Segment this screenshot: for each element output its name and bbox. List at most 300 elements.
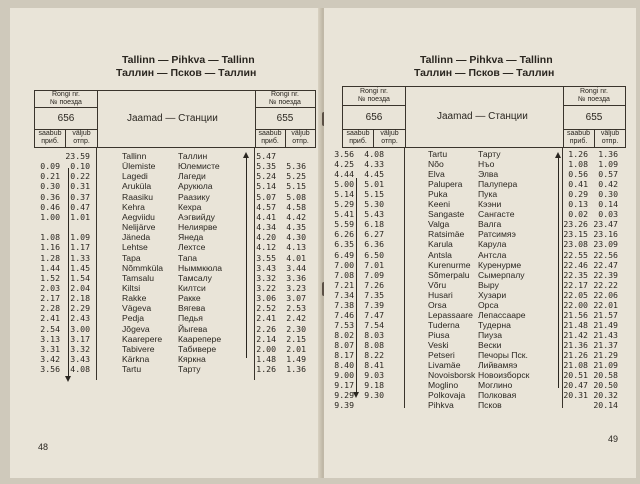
station-name-russian: Юлемисте: [178, 161, 220, 172]
station-name-russian: Пука: [478, 189, 498, 200]
station-name-russian: Псков: [478, 400, 502, 411]
train-label-ru: № поезда: [269, 99, 301, 106]
station-name-estonian: Karula: [428, 239, 453, 250]
station-name-estonian: Puka: [428, 189, 448, 200]
down-departure-time: 4.33: [364, 159, 384, 170]
down-arrival-time: 8.40: [334, 360, 354, 371]
timetable-row: [10, 254, 320, 264]
station-name-russian: Тудерна: [478, 319, 511, 330]
station-name-estonian: Tallinn: [122, 151, 147, 161]
up-arrival-time: 0.13: [568, 199, 588, 210]
down-arrival-time: 0.36: [40, 191, 60, 202]
station-name-estonian: Ülemiste: [122, 161, 156, 172]
up-departure-time: 3.44: [286, 262, 306, 273]
up-departure-time: 1.09: [598, 159, 618, 170]
down-departure-time: 6.18: [364, 219, 384, 230]
up-arrival-time: 22.35: [563, 269, 588, 280]
up-arrival-time: 2.52: [256, 303, 276, 314]
down-arrival-time: 4.44: [334, 169, 354, 180]
station-name-russian: Кехра: [178, 201, 202, 212]
station-name-russian: Таллин: [178, 151, 208, 161]
down-arrival-time: 8.02: [334, 329, 354, 340]
up-departure-time: 5.36: [286, 161, 306, 172]
up-arrival-time: 3.06: [256, 293, 276, 304]
up-departure-time: 2.30: [286, 323, 306, 334]
arr-label-ru: приб.: [349, 138, 367, 145]
right-table-header: [342, 86, 626, 148]
up-departure-time: 23.16: [593, 229, 618, 240]
down-departure-time: 5.43: [364, 209, 384, 220]
station-name-russian: Табивере: [178, 343, 217, 354]
up-departure-time: 4.13: [286, 242, 306, 253]
station-name-russian: Раазику: [178, 191, 210, 202]
timetable-row: [10, 325, 320, 335]
up-arrival-time: 4.20: [256, 232, 276, 243]
up-departure-time: 22.56: [593, 249, 618, 260]
down-departure-time: 5.15: [364, 189, 384, 200]
up-departure-time: 2.53: [286, 303, 306, 314]
arr-label: saabub: [346, 130, 370, 137]
down-departure-time: 3.43: [70, 354, 90, 364]
timetable-row: [324, 240, 634, 250]
down-arrival-time: 5.00: [334, 179, 354, 190]
dep-label-ru: отпр.: [601, 138, 619, 145]
down-departure-time: 9.03: [364, 370, 384, 381]
down-departure-time: 9.30: [364, 390, 384, 401]
station-name-estonian: Pihkva: [428, 400, 454, 411]
down-departure-time: 2.04: [70, 282, 90, 293]
left-page: [10, 8, 322, 478]
station-name-russian: Йыгева: [178, 323, 208, 334]
up-arrival-time: 20.31: [563, 390, 588, 401]
timetable-row: [10, 314, 320, 324]
up-arrival-time: 3.43: [256, 262, 276, 273]
station-name-estonian: Husari: [428, 289, 453, 300]
up-departure-time: 1.36: [286, 364, 306, 375]
station-name-russian: Лехтсе: [178, 242, 206, 253]
up-departure-time: 0.30: [598, 189, 618, 200]
up-arrival-time: 23.08: [563, 239, 588, 250]
up-departure-time: 3.36: [286, 272, 306, 283]
up-arrival-time: 21.48: [563, 319, 588, 330]
timetable-row: [10, 365, 320, 375]
station-name-russian: Ратсимяэ: [478, 229, 516, 240]
station-name-estonian: Novoisborsk: [428, 370, 476, 381]
down-arrival-time: 7.21: [334, 279, 354, 290]
station-name-russian: Тапа: [178, 252, 198, 263]
station-name-estonian: Kurenurme: [428, 259, 471, 270]
down-departure-time: 0.31: [70, 181, 90, 192]
up-departure-time: 20.50: [593, 380, 618, 391]
up-departure-time: 21.09: [593, 360, 618, 371]
down-departure-time: 3.32: [70, 343, 90, 354]
up-departure-time: 1.49: [286, 354, 306, 364]
down-arrival-time: 1.28: [40, 252, 60, 263]
timetable-row: [324, 271, 634, 281]
down-arrival-time: 7.53: [334, 319, 354, 330]
up-arrival-time: 4.12: [256, 242, 276, 253]
down-arrival-time: 3.56: [334, 149, 354, 159]
station-name-russian: Сангасте: [478, 209, 515, 220]
station-name-russian: Валга: [478, 219, 502, 230]
down-departure-time: 0.37: [70, 191, 90, 202]
up-departure-time: 3.07: [286, 293, 306, 304]
station-name-estonian: Jäneda: [122, 232, 151, 243]
up-departure-time: 0.03: [598, 209, 618, 220]
station-name-estonian: Petseri: [428, 350, 455, 360]
station-name-estonian: Pedja: [122, 313, 144, 324]
left-title-latin: Tallinn — Pihkva — Tallinn: [122, 54, 255, 66]
direction-down-arrow-icon: [65, 376, 71, 382]
down-arrival-time: 8.17: [334, 350, 354, 360]
station-name-russian: Печоры Пск.: [478, 350, 528, 360]
station-name-estonian: Keeni: [428, 199, 450, 210]
station-name-russian: Моглино: [478, 380, 513, 391]
station-name-russian: Орса: [478, 299, 499, 310]
down-departure-time: 0.10: [70, 161, 90, 172]
up-departure-time: 20.32: [593, 390, 618, 401]
up-arrival-time: 21.26: [563, 350, 588, 360]
down-arrival-time: 2.28: [40, 303, 60, 314]
train-number-up: 655: [276, 113, 294, 124]
up-arrival-time: 21.56: [563, 309, 588, 320]
down-arrival-time: 2.54: [40, 323, 60, 334]
left-table-header: [34, 90, 316, 148]
down-departure-time: 2.43: [70, 313, 90, 324]
station-name-estonian: Kärkna: [122, 354, 150, 364]
down-departure-time: 7.09: [364, 269, 384, 280]
down-departure-time: 3.17: [70, 333, 90, 344]
station-name-russian: Янеда: [178, 232, 204, 243]
left-title-cyrillic: Таллин — Псков — Таллин: [116, 67, 257, 79]
up-arrival-time: 4.41: [256, 211, 276, 222]
up-departure-time: 21.29: [593, 350, 618, 360]
up-departure-time: 23.47: [593, 219, 618, 230]
timetable-row: [10, 182, 320, 192]
station-name-estonian: Palupera: [428, 179, 463, 190]
down-departure-time: 1.17: [70, 242, 90, 253]
down-departure-time: 7.54: [364, 319, 384, 330]
down-arrival-time: 7.46: [334, 309, 354, 320]
down-arrival-time: 7.08: [334, 269, 354, 280]
up-arrival-time: 0.41: [568, 179, 588, 190]
page-number: 48: [38, 442, 49, 452]
up-departure-time: 22.39: [593, 269, 618, 280]
station-name-russian: Выру: [478, 279, 499, 290]
up-arrival-time: 2.41: [256, 313, 276, 324]
station-name-estonian: Lagedi: [122, 171, 148, 182]
up-arrival-time: 20.51: [563, 370, 588, 381]
down-departure-time: 7.35: [364, 289, 384, 300]
up-arrival-time: 4.57: [256, 201, 276, 212]
up-arrival-time: 22.00: [563, 299, 588, 310]
down-arrival-time: 7.38: [334, 299, 354, 310]
dep-label: väljub: [291, 130, 310, 137]
station-name-estonian: Nelijärve: [122, 222, 156, 233]
down-departure-time: 5.30: [364, 199, 384, 210]
down-departure-time: 4.08: [70, 364, 90, 375]
station-name-estonian: Kehra: [122, 201, 145, 212]
down-arrival-time: 3.13: [40, 333, 60, 344]
down-arrival-time: 0.21: [40, 171, 60, 182]
up-arrival-time: 0.29: [568, 189, 588, 200]
up-arrival-time: 3.22: [256, 282, 276, 293]
up-departure-time: 0.57: [598, 169, 618, 180]
up-arrival-time: 23.26: [563, 219, 588, 230]
up-departure-time: 21.57: [593, 309, 618, 320]
station-name-russian: Аэгвийду: [178, 211, 215, 222]
arr-label: saabub: [38, 130, 62, 137]
timetable-row: [324, 251, 634, 261]
up-departure-time: 5.25: [286, 171, 306, 182]
up-departure-time: 20.14: [593, 400, 618, 411]
up-departure-time: 0.14: [598, 199, 618, 210]
up-departure-time: 4.35: [286, 222, 306, 233]
station-name-estonian: Tartu: [428, 149, 448, 159]
arr-label-ru: приб.: [569, 138, 588, 145]
station-name-estonian: Võru: [428, 279, 447, 290]
up-arrival-time: 1.26: [568, 149, 588, 159]
up-arrival-time: 23.15: [563, 229, 588, 240]
down-arrival-time: 4.25: [334, 159, 354, 170]
down-departure-time: 4.45: [364, 169, 384, 180]
train-label: Rongi nr.: [359, 88, 389, 95]
station-name-russian: Нъо: [478, 159, 495, 170]
station-name-estonian: Lepassaare: [428, 309, 473, 320]
down-arrival-time: 5.41: [334, 209, 354, 220]
dep-label-ru: отпр.: [292, 138, 309, 145]
down-arrival-time: 3.31: [40, 343, 60, 354]
station-name-estonian: Piusa: [428, 329, 450, 340]
down-departure-time: 3.00: [70, 323, 90, 334]
up-arrival-time: 22.17: [563, 279, 588, 290]
up-arrival-time: 2.26: [256, 323, 276, 334]
station-name-russian: Нелиярве: [178, 222, 218, 233]
down-departure-time: 23.59: [65, 151, 90, 161]
down-departure-time: 7.26: [364, 279, 384, 290]
right-title-cyrillic: Таллин — Псков — Таллин: [414, 67, 555, 79]
down-departure-time: 4.08: [364, 149, 384, 159]
down-arrival-time: 2.41: [40, 313, 60, 324]
stations-label: Jaamad — Станции: [127, 113, 218, 124]
down-arrival-time: 8.07: [334, 339, 354, 350]
down-departure-time: 2.29: [70, 303, 90, 314]
station-name-russian: Вягева: [178, 303, 206, 314]
up-arrival-time: 4.34: [256, 222, 276, 233]
up-arrival-time: 1.48: [256, 354, 276, 364]
up-arrival-time: 21.36: [563, 339, 588, 350]
up-departure-time: 21.49: [593, 319, 618, 330]
down-arrival-time: 1.16: [40, 242, 60, 253]
down-arrival-time: 9.17: [334, 380, 354, 391]
station-name-estonian: Tabivere: [122, 343, 155, 354]
down-arrival-time: 2.17: [40, 293, 60, 304]
station-name-estonian: Sangaste: [428, 209, 465, 220]
train-number-up: 655: [585, 112, 603, 123]
down-departure-time: 0.22: [70, 171, 90, 182]
down-arrival-time: 6.26: [334, 229, 354, 240]
down-departure-time: 7.01: [364, 259, 384, 270]
down-arrival-time: 0.09: [40, 161, 60, 172]
station-name-russian: Пиуза: [478, 329, 502, 340]
down-arrival-time: 1.44: [40, 262, 60, 273]
up-departure-time: 22.47: [593, 259, 618, 270]
up-arrival-time: 1.08: [568, 159, 588, 170]
station-name-estonian: Polkovaja: [428, 390, 466, 401]
station-name-russian: Ныммкюла: [178, 262, 223, 273]
down-departure-time: 6.36: [364, 239, 384, 250]
up-departure-time: 20.58: [593, 370, 618, 381]
station-name-estonian: Aruküla: [122, 181, 152, 192]
right-title-latin: Tallinn — Pihkva — Tallinn: [420, 54, 553, 66]
station-name-russian: Куренурме: [478, 259, 522, 270]
up-departure-time: 21.43: [593, 329, 618, 340]
station-name-estonian: Kaarepere: [122, 333, 163, 344]
up-departure-time: 22.06: [593, 289, 618, 300]
down-arrival-time: 7.00: [334, 259, 354, 270]
down-arrival-time: 6.35: [334, 239, 354, 250]
down-arrival-time: 2.03: [40, 282, 60, 293]
station-name-russian: Элва: [478, 169, 499, 180]
up-arrival-time: 2.14: [256, 333, 276, 344]
station-name-estonian: Tapa: [122, 252, 141, 263]
down-departure-time: 7.39: [364, 299, 384, 310]
dep-label-ru: отпр.: [73, 138, 90, 145]
train-label: Rongi nr.: [270, 91, 300, 98]
station-name-russian: Тарту: [478, 149, 501, 159]
station-name-estonian: Tamsalu: [122, 272, 154, 283]
up-departure-time: 0.42: [598, 179, 618, 190]
train-number-down: 656: [57, 113, 75, 124]
station-name-russian: Ракке: [178, 293, 201, 304]
station-name-estonian: Raasiku: [122, 191, 154, 202]
down-departure-time: 1.33: [70, 252, 90, 263]
station-name-russian: Новоизборск: [478, 370, 530, 381]
timetable-row: [324, 401, 634, 411]
down-arrival-time: 5.14: [334, 189, 354, 200]
up-departure-time: 1.36: [598, 149, 618, 159]
arr-label: saabub: [258, 130, 282, 137]
up-arrival-time: 2.00: [256, 343, 276, 354]
train-label-ru: № поезда: [50, 99, 82, 106]
station-name-estonian: Rakke: [122, 293, 147, 304]
up-arrival-time: 3.55: [256, 252, 276, 263]
stations-label: Jaamad — Станции: [437, 111, 528, 122]
down-arrival-time: 0.46: [40, 201, 60, 212]
station-name-russian: Палупера: [478, 179, 518, 190]
station-name-estonian: Orsa: [428, 299, 447, 310]
down-arrival-time: 1.52: [40, 272, 60, 283]
station-name-russian: Лепассааре: [478, 309, 526, 320]
up-arrival-time: 5.24: [256, 171, 276, 182]
up-departure-time: 2.42: [286, 313, 306, 324]
up-departure-time: 2.01: [286, 343, 306, 354]
station-name-russian: Килтси: [178, 282, 206, 293]
down-arrival-time: 0.30: [40, 181, 60, 192]
up-arrival-time: 5.07: [256, 191, 276, 202]
up-departure-time: 5.08: [286, 191, 306, 202]
train-label: Rongi nr.: [51, 91, 81, 98]
up-arrival-time: 5.47: [256, 151, 276, 161]
up-departure-time: 3.23: [286, 282, 306, 293]
timetable-row: [324, 261, 634, 271]
down-departure-time: 6.50: [364, 249, 384, 260]
station-name-estonian: Ratsimäe: [428, 229, 465, 240]
up-departure-time: 4.58: [286, 201, 306, 212]
down-departure-time: 8.03: [364, 329, 384, 340]
station-name-estonian: Tuderna: [428, 319, 460, 330]
dep-label: väljub: [380, 130, 399, 137]
down-arrival-time: 9.39: [334, 400, 354, 411]
down-departure-time: 6.27: [364, 229, 384, 240]
down-arrival-time: 5.59: [334, 219, 354, 230]
up-arrival-time: 21.42: [563, 329, 588, 340]
station-name-russian: Антсла: [478, 249, 507, 260]
station-name-russian: Педья: [178, 313, 203, 324]
up-arrival-time: 22.46: [563, 259, 588, 270]
up-arrival-time: 5.35: [256, 161, 276, 172]
station-name-russian: Лагеди: [178, 171, 206, 182]
up-departure-time: 4.01: [286, 252, 306, 263]
down-departure-time: 1.54: [70, 272, 90, 283]
down-arrival-time: 1.00: [40, 211, 60, 222]
station-name-estonian: Valga: [428, 219, 450, 230]
down-departure-time: 0.47: [70, 201, 90, 212]
down-arrival-time: 9.29: [334, 390, 354, 401]
station-name-russian: Лийвамяэ: [478, 360, 518, 371]
station-name-russian: Вески: [478, 339, 502, 350]
up-departure-time: 22.22: [593, 279, 618, 290]
up-departure-time: 21.37: [593, 339, 618, 350]
station-name-russian: Арукюла: [178, 181, 213, 192]
up-arrival-time: 1.26: [256, 364, 276, 375]
up-arrival-time: 22.55: [563, 249, 588, 260]
down-arrival-time: 9.00: [334, 370, 354, 381]
dep-label-ru: отпр.: [381, 138, 398, 145]
down-arrival-time: 6.49: [334, 249, 354, 260]
up-arrival-time: 21.08: [563, 360, 588, 371]
down-arrival-time: 1.08: [40, 232, 60, 243]
timetable-row: [10, 193, 320, 203]
down-departure-time: 5.01: [364, 179, 384, 190]
station-name-estonian: Moglino: [428, 380, 459, 391]
station-name-russian: Кээни: [478, 199, 502, 210]
station-name-estonian: Nõo: [428, 159, 444, 170]
up-arrival-time: 3.32: [256, 272, 276, 283]
dep-label: väljub: [72, 130, 91, 137]
right-page: [324, 8, 636, 478]
station-name-russian: Карула: [478, 239, 507, 250]
station-name-estonian: Vägeva: [122, 303, 152, 314]
arr-label-ru: приб.: [41, 138, 59, 145]
down-departure-time: 1.09: [70, 232, 90, 243]
down-departure-time: 8.41: [364, 360, 384, 371]
station-name-estonian: Jõgeva: [122, 323, 150, 334]
up-departure-time: 2.15: [286, 333, 306, 344]
station-name-estonian: Antsla: [428, 249, 452, 260]
page-number: 49: [608, 434, 619, 444]
up-departure-time: 4.30: [286, 232, 306, 243]
arr-label-ru: приб.: [261, 138, 279, 145]
dep-label: väljub: [600, 130, 620, 137]
down-departure-time: 1.45: [70, 262, 90, 273]
station-name-russian: Сымерпалу: [478, 269, 525, 280]
station-name-russian: Полковая: [478, 390, 517, 401]
timetable-row: [10, 243, 320, 253]
station-name-russian: Кяркна: [178, 354, 206, 364]
down-departure-time: 8.08: [364, 339, 384, 350]
down-arrival-time: 3.42: [40, 354, 60, 364]
